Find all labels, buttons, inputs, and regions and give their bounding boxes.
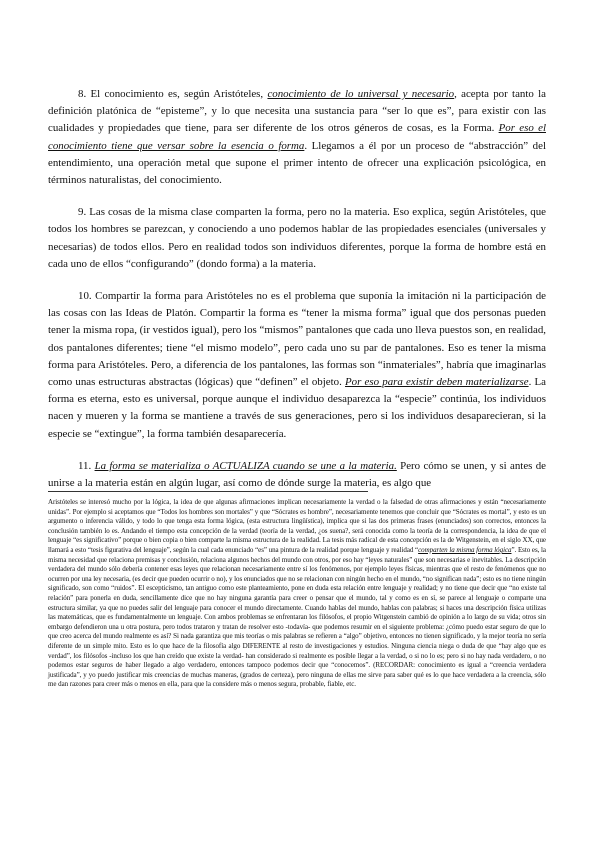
footnote	[48, 498, 546, 690]
p11-underlined-1: La forma se materializa o ACTUALIZA cuando se une a la materia.	[94, 459, 397, 472]
p8-underlined-2: Por eso el conocimiento tiene que versar sobre la esencia o forma	[48, 122, 546, 152]
paragraph-10	[48, 288, 546, 443]
p8-text-2: , acepta por tanto la definición platónica de “episteme”, y lo que necesita una sustancia para “ser lo que es”, para existir con las cualidades y propiedades que tiene, para ser diferente de los otros géneros de cosas, es la Forma.	[48, 88, 546, 135]
p10-text-1: 10. Compartir la forma para Aristóteles no es el problema que suponía la imitación ni la participación de las cosas con las Ideas de Platón. Compartir la forma es “tener la misma forma” igual que dos personas pueden tener la misma ropa, (ir vestidos igual), pero los “mismos” pantalones que cada uno lleva puestos son, en realidad, dos pantalones diferentes; tiene “el mismo modelo”, pero cada uno su par de pantalones. Eso es tener la misma forma para Aristóteles. Pero, a diferencia de los pantalones, las formas son “inmateriales”, habría que imaginarlas como unas estructuras abstractas (lógicas) que “definen” el objeto.	[48, 290, 546, 389]
p11-text-2: Pero cómo se unen, y si antes de unirse a la materia están en algún lugar, así como de dónde surge la materia, es algo que	[48, 459, 547, 490]
footnote-separator	[48, 491, 368, 492]
p11-text-1: 11.	[78, 459, 95, 472]
p8-text-1: 8. El conocimiento es, según Aristóteles,	[78, 88, 268, 100]
paragraph-8	[48, 86, 546, 189]
p10-text-2: . La forma es eterna, esto es universal, porque aunque el individuo desaparezca la “especie” continúa, los individuos nacen y mueren y la forma se mantiene a través de sus generaciones, pero si los individuos desaparecieran, si la especie se “extingue”, la forma también desaparecería.	[48, 376, 546, 440]
paragraph-9	[48, 204, 546, 273]
p8-underlined-1: conocimiento de lo universal y necesario	[267, 88, 455, 100]
main-text	[48, 86, 546, 507]
footnote-text-1: Aristóteles se interesó mucho por la lógica, la idea de que algunas afirmaciones implican necesariamente la verdad o la falsedad de otras afirmaciones y están “necesariamente unidas”. Por ejemplo si aceptamos que “Todos los hombres son mortales” y que “Sócrates es hombre”, necesariamente tenemos que concluir que “Sócrates es mortal”, y esto es un argumento o inferencia válido, y todo lo que tenga esta forma lógica, (esta estructura lingüística), implica que si las dos primeras frases (enunciados) son correctos, entonces la conclusión también lo es. Andando el tiempo esta concepción de la verdad (teoría de la verdad, ¿os suena?, será conocida como la teoría de la correspondencia, la idea de que el lenguaje “es significativo” porque o bien copia o bien comparte la misma estructura de la realidad. La tesis más radical de esta concepción es la de Witgenstein, en el siglo XX, que llamará a esto “tesis figurativa del lenguaje”, según la cual cada enunciado “es” una pintura de la realidad porque lenguaje y realidad “	[48, 498, 546, 554]
footnote-text-2: ”. Esto es, la misma necesidad que relaciona premisas y conclusión, relaciona algunos hechos del mundo con otros, por eso hay “leyes naturales” que son necesarias e inevitables. La descripción verdadera del mundo sólo debería contener esas leyes que relacionan necesariamente entre sí los fenómenos, por ejemplo leyes físicas, mientras que el resto de fenómenos que no ocurren por una ley necesaria, (es decir que pueden ocurrir o no), y los enunciados que no se relacionan con ningún hecho en el mundo, “no significan nada”; esto es no tiene ningún significado, son como “ruidos”. El escepticismo, tan antiguo como este planteamiento, pone en duda esta relación entre lenguaje y realidad; y no tiene que decir que “no existe tal relación” para ponerla en duda, sencillamente dice que no hay ninguna garantía para creer o pensar que el mundo, tal y como es en sí, se parece al lenguaje o comparte una estructura similar, ya que no puedes salir del lenguaje para conocer el mundo directamente. Cuando hablas del mundo, hablas con palabras; si haces una descripción física utilizas las matemáticas, que es fundamentalmente un lenguaje. Con ambos problemas se enfrentaran los filósofos, el propio Witgenstein cambió de opinión a lo largo de su vida; otros sin embargo defendieron una u otra postura, pero todos trataron y tratan de resolver esto -todavía- que podemos resumir en el siguiente problema: ¿cómo puedo estar seguro de que lo que creo acerca del mundo realmente es así? Si nada garantiza que mis teorías o mis palabras se refieren a “algo” objetivo, entonces no tienen significado, y la mejor teoría no sería diferente de un simple mito. Esto es lo que hace de la filosofía algo DIFERENTE al resto de investigaciones y estudios. Ninguna ciencia niega o duda de que “hay algo que es verdad”, los filósofos -incluso los que han creído que existe la verdad- han considerado si realmente es posible llegar a la verdad, o si no lo es; pero si no hay nada verdadero, o no podemos estar seguros de haber llegado a algo verdadero, entonces tampoco podemos decir que “conocemos”. (RECORDAR: conocimiento es igual a “creencia verdadera justificada”, y yo puedo justificar mis creencias de muchas maneras, (grados de certeza), pero ninguna de ellas me sirve para saber qué es lo que hace verdadera a la creencia, sólo me dan razones para creer más o menos en ella, para que la considere más o menos segura, probable, fiable, etc.	[48, 545, 546, 689]
p9-text-1: 9. Las cosas de la misma clase comparten la forma, pero no la materia. Eso explica, según Aristóteles, que todos los hombres se parezcan, y conociendo a uno podemos hablar de las propiedades esenciales (universales y necesarias) de todos ellos. Pero en realidad todos son individuos diferentes, porque la forma de hombre está en cada uno de ellos “configurando” (dondo forma) a la materia.	[48, 206, 546, 270]
footnote-underlined-1: comparten la misma forma lógica	[418, 545, 512, 554]
paragraph-11	[48, 458, 546, 492]
p10-underlined-1: Por eso para existir deben materializarse	[345, 376, 529, 389]
p8-text-3: . Llegamos a él por un proceso de “abstracción” del entendimiento, una operación metal que supone el primer intento de ofrecer una explicación psicológica, en términos naturalistas, del conocimiento.	[48, 139, 546, 187]
